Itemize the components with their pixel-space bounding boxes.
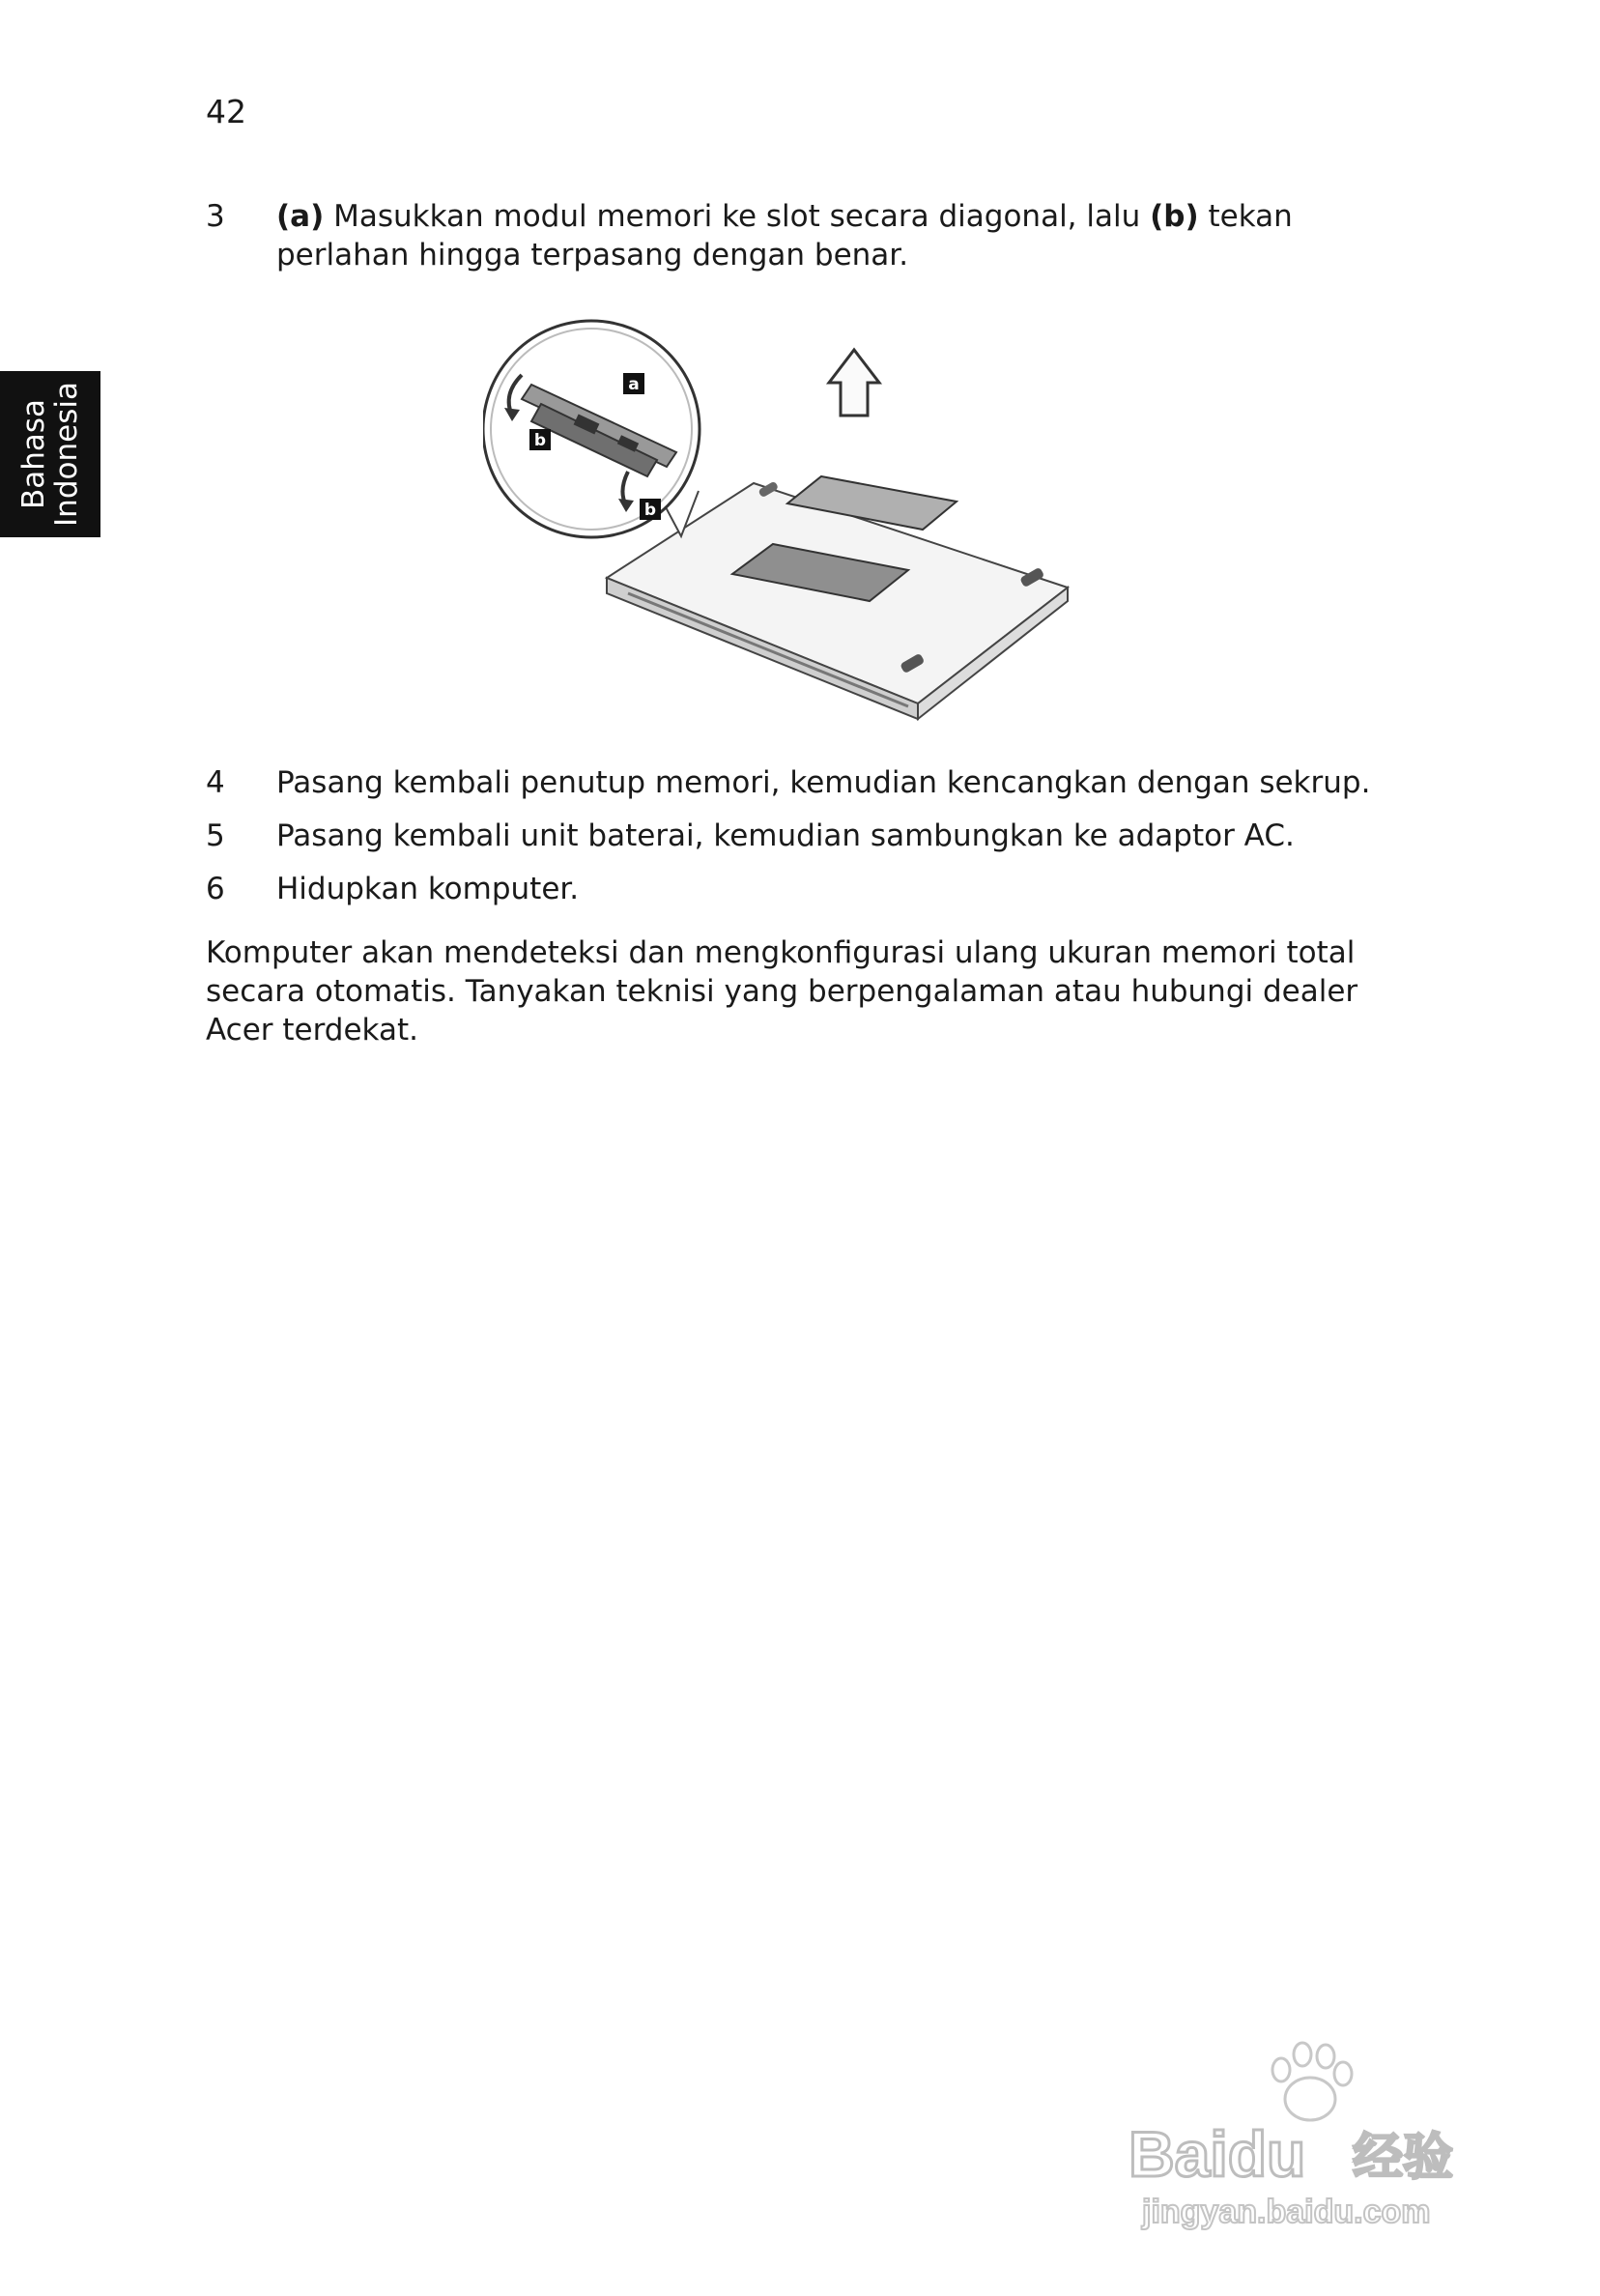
step-number: 3 — [206, 199, 225, 234]
step-text: Hidupkan komputer. — [276, 872, 580, 906]
side-tab-label — [17, 382, 83, 527]
memory-install-illustration — [483, 307, 1082, 723]
label-b-left: b — [533, 431, 547, 450]
step-number: 6 — [206, 872, 225, 906]
side-tab-line-2: Indonesia — [49, 382, 85, 527]
step-text: Pasang kembali penutup memori, kemudian kencangkan dengan sekrup. — [276, 765, 1371, 800]
baidu-jingyan-watermark — [1121, 2039, 1507, 2232]
step-text-part-2: tekan perlahan hingga terpasang dengan benar. — [276, 199, 1293, 273]
step-number: 4 — [206, 765, 225, 800]
watermark-brand: Bai — [1129, 2118, 1228, 2190]
step-text: Pasang kembali unit baterai, kemudian sambungkan ke adaptor AC. — [276, 818, 1295, 853]
step-text — [276, 197, 1387, 274]
closing-paragraph: Komputer akan mendeteksi dan mengkonfigurasi ulang ukuran memori total secara otomatis. Tanyakan teknisi yang berpengalaman atau hubungi dealer Acer terdekat. — [206, 935, 1358, 1048]
label-a: a — [628, 375, 640, 394]
svg-text:Baidu — [1129, 2118, 1305, 2190]
side-tab-line-1: Bahasa — [16, 398, 52, 510]
watermark-cn: 经验 — [1353, 2129, 1454, 2187]
language-side-tab — [0, 371, 100, 537]
step-label-b: (b) — [1150, 199, 1199, 234]
label-b-right: b — [643, 501, 657, 520]
step-number: 5 — [206, 818, 225, 853]
step-text-part-1: Masukkan modul memori ke slot secara diagonal, lalu — [324, 199, 1151, 234]
watermark-brand-2: du — [1227, 2118, 1306, 2190]
step-label-a: (a) — [276, 199, 325, 234]
watermark-url: jingyan.baidu.com — [1142, 2194, 1431, 2230]
page-number: 42 — [206, 93, 246, 130]
